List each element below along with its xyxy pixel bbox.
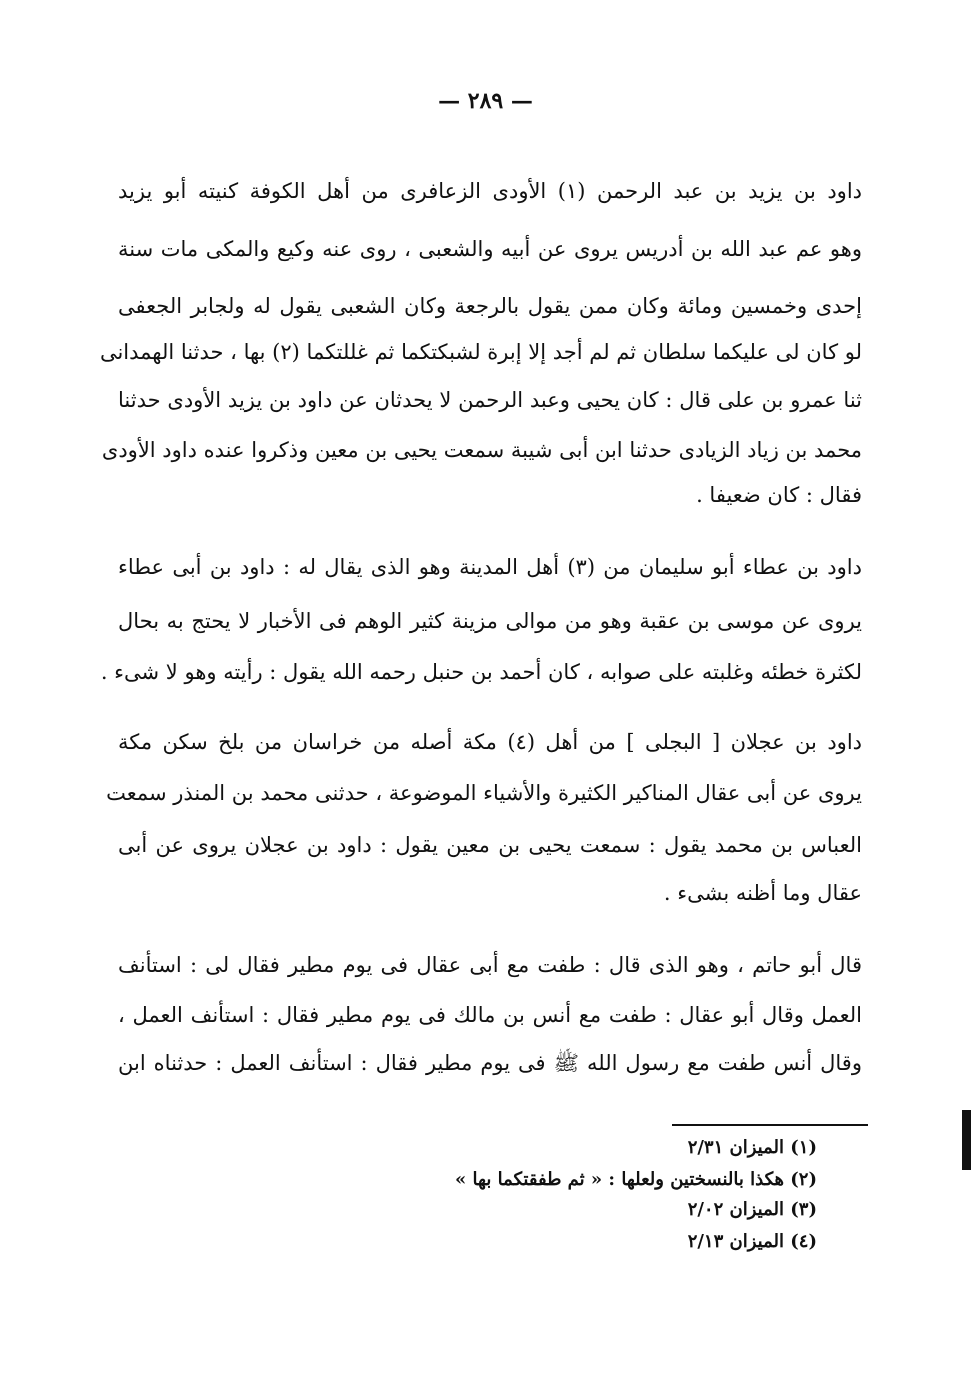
entry-2-line-1	[118, 552, 862, 582]
text-line: وقال أنس طفت مع رسول الله ﷺ فى يوم مطير فقال : استأنف العمل : حدثناه ابن	[118, 1051, 862, 1075]
text-line: وهو عم عبد الله بن أدريس يروى عن أبيه والشعبى ، روى عنه وكيع والمكى مات سنة	[118, 237, 862, 261]
entry-3-line-3	[118, 830, 862, 860]
entry-3-line-4	[118, 878, 862, 908]
entry-1-line-6	[101, 435, 862, 465]
entry-1-line-5	[118, 385, 862, 415]
entry-1-line-7	[118, 480, 862, 510]
text-line: إحدى وخمسين ومائة وكان ممن يقول بالرجعة وكان الشعبى يقول له ولجابر الجعفى	[118, 294, 862, 318]
footnote-divider	[672, 1124, 868, 1126]
text-line: ثنا عمرو بن على قال : كان يحيى وعبد الرحمن لا يحدثان عن داود بن يزيد الأودى حدثنا	[118, 388, 862, 412]
text-line: العمل وقال أبو عقال : طفت مع أنس بن مالك فى يوم مطير فقال : استأنف العمل ،	[118, 1003, 862, 1027]
text-line: فقال : كان ضعيفا .	[696, 483, 862, 507]
text-line: قال أبو حاتم ، وهو الذى قال : طفت مع أبى عقال فى يوم مطير فقال لى : استأنف	[118, 953, 862, 977]
page-number: — ٢٨٩ —	[438, 88, 533, 114]
entry-1-line-3	[118, 291, 862, 321]
entry-3-line-2	[106, 778, 862, 808]
footnote-1: (١) الميزان ٢/٣١	[687, 1137, 817, 1158]
scan-edge-mark	[962, 1110, 971, 1170]
text-line: داود بن يزيد بن عبد الرحمن (١) الأودى الزعافرى من أهل الكوفة كنيته أبو يزيد	[118, 179, 863, 203]
entry-1-line-2	[118, 234, 862, 264]
text-line: العباس بن محمد يقول : سمعت يحيى بن معين يقول : داود بن عجلان يروى عن أبى	[118, 833, 862, 857]
text-line: يروى عن أبى عقال المناكير الكثيرة والأشياء الموضوعة ، حدثنى محمد بن المنذر سمعت	[106, 781, 862, 805]
entry-4-line-3	[118, 1048, 862, 1078]
entry-2-line-3	[100, 657, 862, 687]
text-line: يروى عن موسى بن عقبة وهو من موالى مزينة كثير الوهم فى الأخبار لا يحتج به بحال	[118, 609, 862, 633]
footnote-3: (٣) الميزان ٢/٠٢	[687, 1199, 817, 1220]
text-line: لو كان لى عليكما سلطان ثم لم أجد إلا إبرة لشبكتكما ثم غللتكما (٢) بها ، حدثنا الهمدانى	[99, 340, 862, 364]
entry-3-line-1	[118, 727, 862, 757]
entry-4-line-1	[118, 950, 862, 980]
entry-2-line-2	[118, 606, 862, 636]
entry-1-line-1	[118, 176, 862, 206]
text-line: محمد بن زياد الزيادى حدثنا ابن أبى شيبة سمعت يحيى بن معين وذكروا عنده داود الأودى	[101, 438, 862, 462]
footnote-2: (٢) هكذا بالنسختين ولعلها : « ثم طفقتكما بها »	[455, 1169, 817, 1190]
entry-1-line-4	[99, 337, 862, 367]
text-line: عقال وما أظنه بشىء .	[663, 881, 862, 905]
entry-4-line-2	[118, 1000, 862, 1030]
text-line: لكثرة خطئه وغلبته على صوابه ، كان أحمد بن حنبل رحمه الله يقول : رأيته وهو لا شىء .	[100, 660, 862, 684]
text-line: داود بن عجلان [ البجلى ] من أهل (٤) مكة أصله من خراسان من بلخ سكن مكة	[118, 730, 862, 754]
text-line: داود بن عطاء أبو سليمان من (٣) أهل المدينة وهو الذى يقال له : داود بن أبى عطاء	[118, 555, 862, 579]
footnote-4: (٤) الميزان ٢/١٣	[687, 1231, 817, 1252]
